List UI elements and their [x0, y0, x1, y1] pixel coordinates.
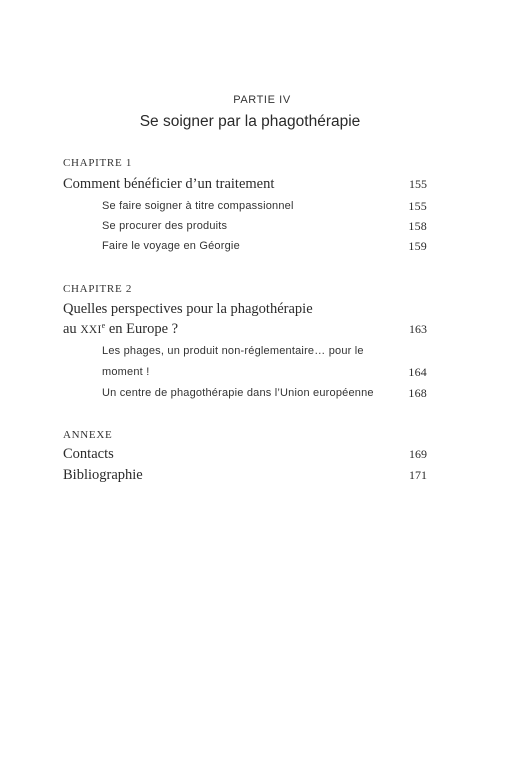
page-number: 155 — [409, 177, 427, 191]
section-entry — [102, 200, 427, 212]
section-title: Les phages, un produit non-réglementaire… pour le — [102, 345, 364, 357]
chapter-title-prefix: au — [63, 321, 81, 337]
page-number: 158 — [408, 219, 427, 233]
annexe-label: ANNEXE — [63, 429, 113, 441]
chapter-title-text: Comment bénéficier d’un traitement — [63, 176, 275, 192]
section-title: Un centre de phagothérapie dans l’Union européenne — [102, 387, 374, 399]
page-number: 159 — [408, 239, 427, 253]
section-title: Se faire soigner à titre compassionnel — [102, 200, 294, 212]
chapter-title — [63, 176, 427, 193]
page-number: 155 — [408, 199, 427, 213]
annexe-title: Bibliographie — [63, 467, 143, 483]
section-entry — [102, 240, 427, 252]
section-title: Se procurer des produits — [102, 220, 228, 232]
annexe-entry — [63, 446, 427, 463]
chapter-label: CHAPITRE 1 — [63, 157, 133, 169]
chapter-title-suffix: en Europe ? — [105, 321, 179, 337]
page-number: 168 — [408, 386, 427, 400]
section-entry — [102, 387, 427, 399]
section-entry-line1 — [102, 345, 427, 357]
chapter-title-line2 — [63, 321, 427, 338]
section-entry-line2 — [102, 366, 427, 378]
century-superscript: e — [101, 321, 106, 330]
part-label: PARTIE IV — [233, 94, 291, 106]
century-numeral: XXI — [80, 324, 102, 336]
annexe-title: Contacts — [63, 446, 114, 462]
section-entry — [102, 220, 427, 232]
page-number: 169 — [409, 447, 427, 461]
part-title: Se soigner par la phagothérapie — [139, 113, 361, 130]
annexe-entry — [63, 467, 427, 484]
chapter-label: CHAPITRE 2 — [63, 283, 133, 295]
page-number: 171 — [409, 468, 427, 482]
section-title: moment ! — [102, 366, 150, 378]
chapter-title-line1 — [63, 301, 427, 318]
page-number: 163 — [409, 322, 427, 336]
page-number: 164 — [408, 365, 427, 379]
section-title: Faire le voyage en Géorgie — [102, 240, 240, 252]
chapter-title-text: Quelles perspectives pour la phagothérapie — [63, 301, 313, 317]
